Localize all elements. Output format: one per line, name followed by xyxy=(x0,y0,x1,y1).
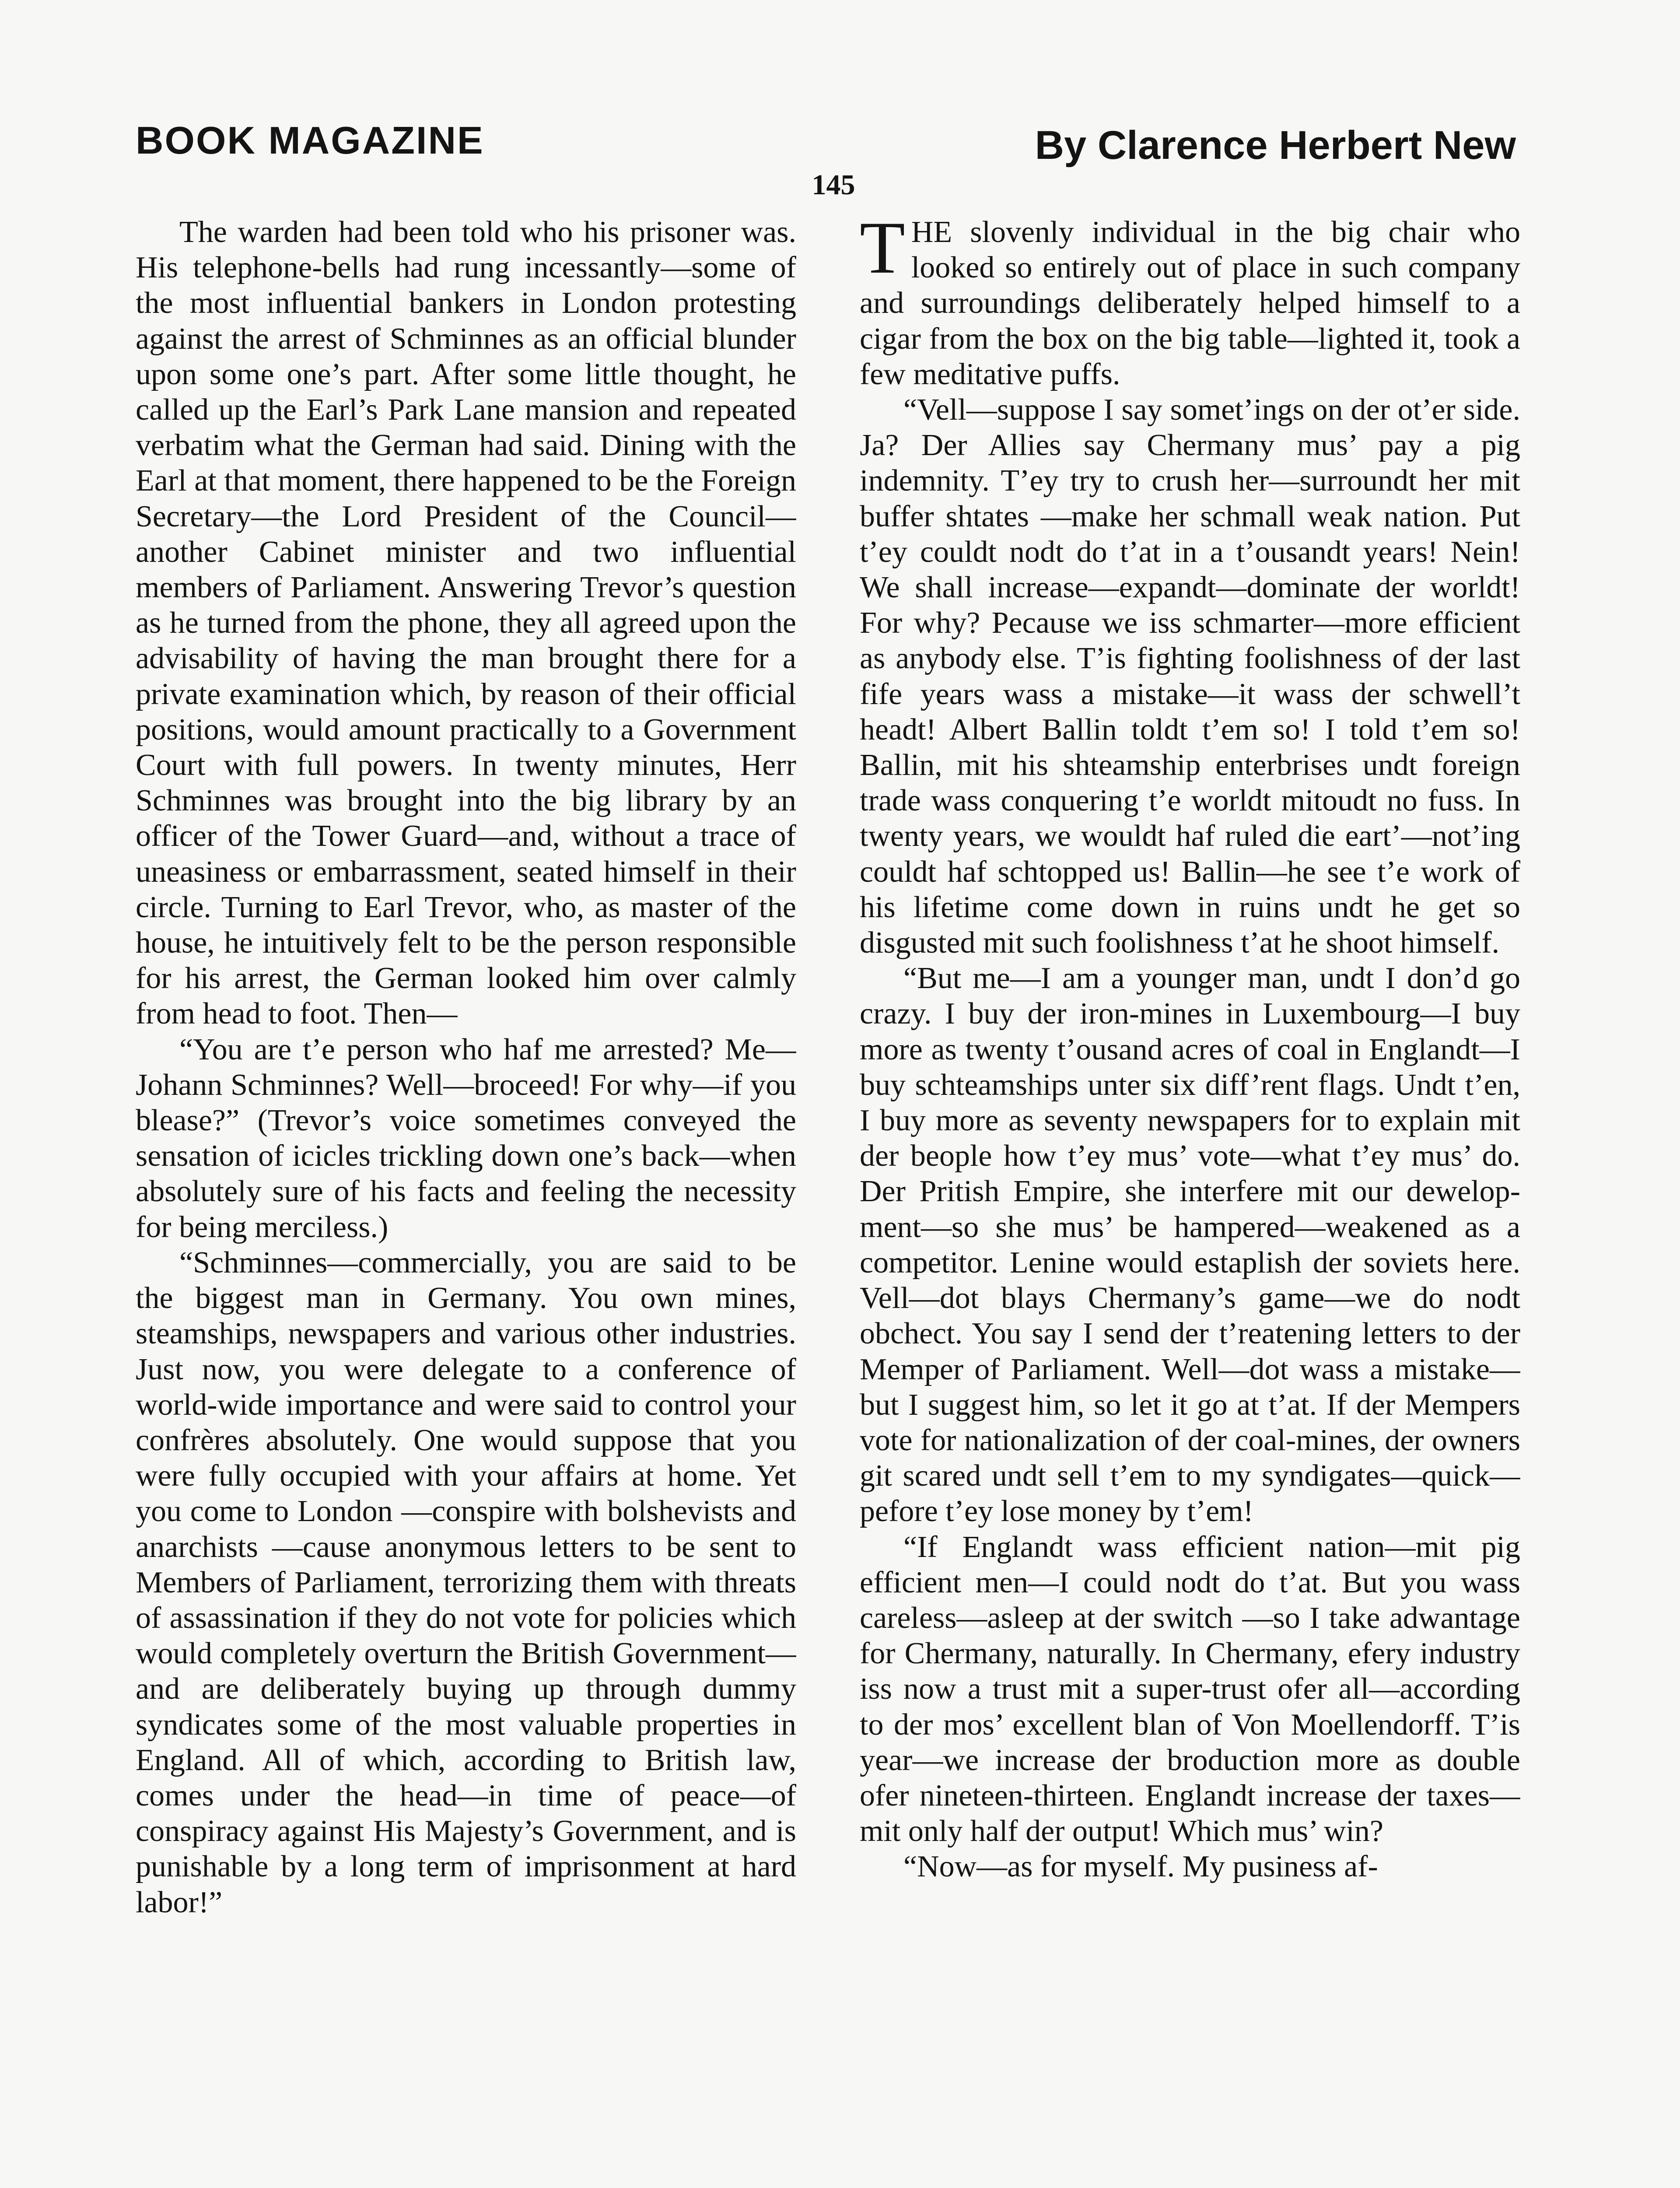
author-byline: By Clarence Herbert New xyxy=(1035,123,1516,168)
paragraph: “Schminnes—commercially, you are said to be the biggest man in Germany. You own mines, steamships, newspapers and various other industries. Just now, you were delegate to a conference of world-wide importance and were said to control your confrères absolutely. One would suppose that you were fully occupied with your affairs at home. Yet you come to London —conspire with bolshevists and anarchists —cause anonymous letters to be sent to Members of Parliament, terrorizing them with threats of assassination if they do not vote for policies which would completely overturn the British Government—and are deliberately buying up through dummy syndicates some of the most valuable properties in England. All of which, according to British law, comes under the head—in time of peace—of conspiracy against His Majesty’s Government, and is punishable by a long term of imprisonment at hard labor!” xyxy=(136,1245,796,1919)
right-column xyxy=(860,214,1520,2188)
paragraph: “If Englandt wass efficient nation—mit pig efficient men—I could nodt do t’at. But you wass careless—asleep at der switch —so I take adwantage for Chermany, naturally. In Chermany, efery industry iss now a trust mit a super-trust ofer all—according to der mos’ excellent blan of Von Moellendorff. T’is year—we increase der broduction more as double ofer nineteen-thirteen. Englandt increase der taxes—mit only half der output! Which mus’ win? xyxy=(860,1530,1520,1848)
paragraph: “Vell—suppose I say somet’ings on der ot’er side. Ja? Der Allies say Chermany mus’ pay a pig indemnity. T’ey try to crush her—surroundt her mit buffer shtates —make her schmall weak nation. Put t’ey couldt nodt do t’at in a t’ousandt years! Nein! We shall increase—expandt—dominate der worldt! For why? Pecause we iss schmarter—more efficient as anybody else. T’is fighting foolishness of der last fife years wass a mistake—it wass der schwell’t headt! Albert Ballin toldt t’em so! I told t’em so! Ballin, mit his shteamship enterbrises undt foreign trade wass conquering t’e worldt mitoudt no fuss. In twenty years, we wouldt haf ruled die eart’—not’ing couldt haf schtopped us! Ballin—he see t’e work of his lifetime come down in ruins undt he get so disgusted mit such foolishness t’at he shoot himself. xyxy=(860,393,1520,960)
paragraph: “But me—I am a younger man, undt I don’d go crazy. I buy der iron-mines in Luxembourg—I buy more as twenty t’ousand acres of coal in Englandt—I buy schteamships unter six diff’rent flags. Undt t’en, I buy more as seventy newspapers for to explain mit der beople how t’ey mus’ vote—what t’ey mus’ do. Der Pritish Empire, she interfere mit our dewelopment—so she mus’ be hampered—weakened as a competitor. Lenine would estaplish der soviets here. Vell—dot blays Chermany’s game—we do nodt obchect. You say I send der t’reatening letters to der Memper of Parliament. Well—dot wass a mistake—but I suggest him, so let it go at t’at. If der Mempers vote for nationalization of der coal-mines, der owners git scared undt sell t’em to my syndigates—quick—pefore t’ey lose money by t’em! xyxy=(860,961,1520,1529)
paragraph: “You are t’e person who haf me arrested? Me—Johann Schminnes? Well—broceed! For why—if you blease?” (Trevor’s voice sometimes conveyed the sensation of icicles trickling down one’s back—when absolutely sure of his facts and feeling the necessity for being merciless.) xyxy=(136,1032,796,1244)
paragraph: The warden had been told who his prisoner was. His telephone-bells had rung incessantly—some of the most influential bankers in London protesting against the arrest of Schminnes as an official blunder upon some one’s part. After some little thought, he called up the Earl’s Park Lane mansion and repeated verbatim what the German had said. Dining with the Earl at that moment, there happened to be the Foreign Secretary—the Lord President of the Council—another Cabinet minister and two influential members of Parliament. Answering Trevor’s question as he turned from the phone, they all agreed upon the advisability of having the man brought there for a private examination which, by reason of their official positions, would amount practically to a Government Court with full powers. In twenty minutes, Herr Schminnes was brought into the big library by an officer of the Tower Guard—and, without a trace of uneasiness or embarrassment, seated himself in their circle. Turning to Earl Trevor, who, as master of the house, he intuitively felt to be the person responsible for his arrest, the German looked him over calmly from head to foot. Then— xyxy=(136,215,796,1031)
opening-paragraph xyxy=(860,214,1520,392)
magazine-title: BOOK MAGAZINE xyxy=(136,119,484,162)
opening-paragraph-text: HE slovenly individual in the big chair who looked so entirely out of place in such company and surroundings deliberately helped himself to a cigar from the box on the big table—lighted it, took a few meditative puffs. xyxy=(860,215,1520,391)
left-column xyxy=(136,214,796,2188)
page-number: 145 xyxy=(812,169,855,201)
drop-cap: T xyxy=(860,214,905,289)
paragraph: “Now—as for myself. My pusiness af- xyxy=(903,1850,1378,1884)
